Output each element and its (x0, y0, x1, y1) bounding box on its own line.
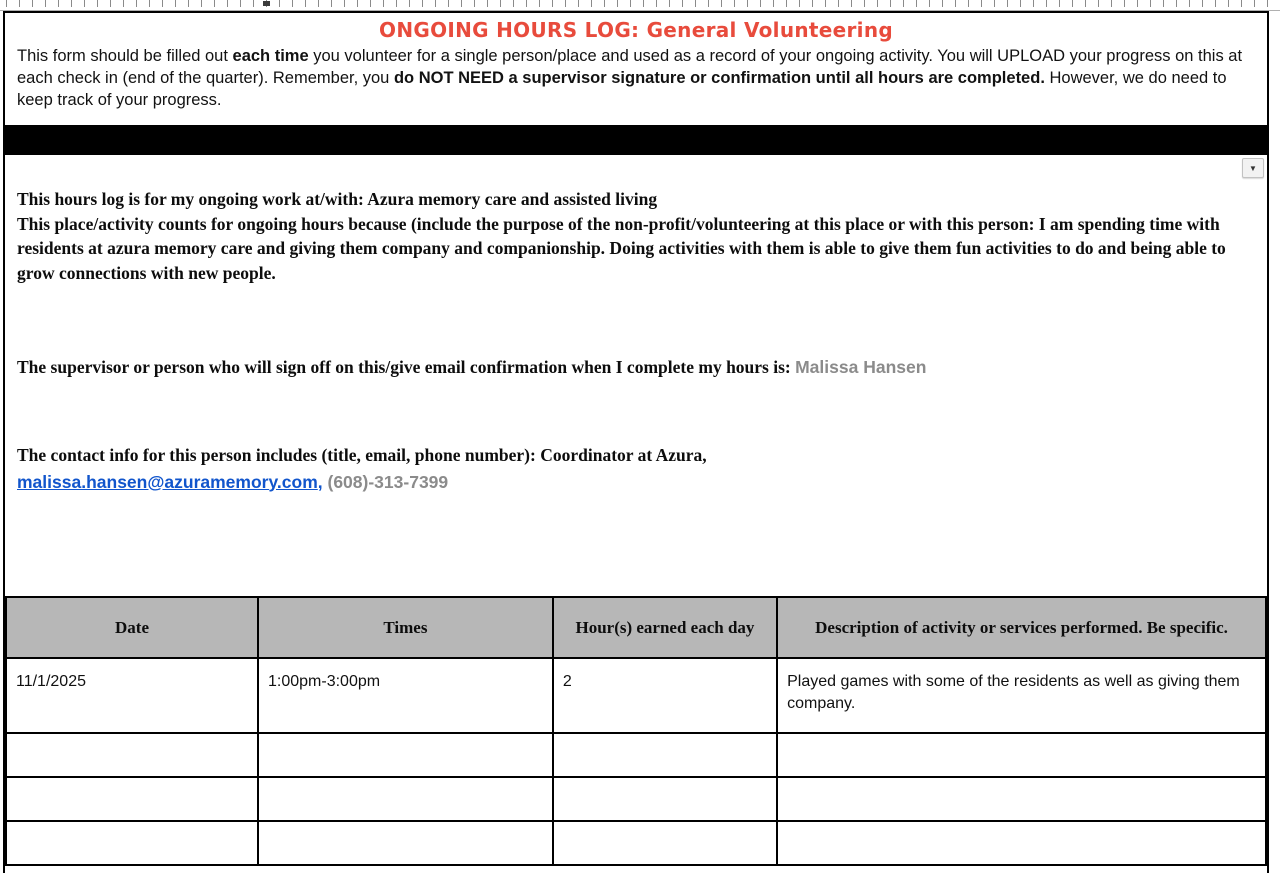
cell-description[interactable] (777, 821, 1266, 865)
cell-description[interactable] (777, 777, 1266, 821)
supervisor-name: Malissa Hansen (795, 357, 927, 377)
table-row (6, 821, 1266, 865)
hours-log-table (5, 596, 1267, 866)
table-row (6, 658, 1266, 733)
header-times: Times (258, 597, 553, 658)
cell-date[interactable]: 11/1/2025 (6, 658, 258, 733)
contact-phone: (608)-313-7399 (327, 471, 449, 492)
cell-date[interactable] (6, 821, 258, 865)
ruler (0, 0, 1280, 11)
cell-hours[interactable] (553, 777, 777, 821)
cell-description[interactable] (777, 733, 1266, 777)
contact-email-link[interactable]: malissa.hansen@azuramemory.com (17, 471, 318, 492)
intro-bold-no-signature: do NOT NEED a supervisor signature or confirmation until all hours are completed. (393, 69, 1045, 87)
cell-times[interactable] (258, 733, 553, 777)
cell-times[interactable] (258, 777, 553, 821)
cell-times[interactable]: 1:00pm-3:00pm (258, 658, 553, 733)
black-divider-bar (5, 125, 1267, 155)
table-row (6, 733, 1266, 777)
header-hours: Hour(s) earned each day (553, 597, 777, 658)
intro-bold-each-time: each time (232, 47, 309, 65)
supervisor-paragraph (17, 355, 1255, 380)
supervisor-label: The supervisor or person who will sign off on this/give email confirmation when I complete my hours is: (17, 357, 796, 377)
cell-times[interactable] (258, 821, 553, 865)
chevron-down-icon: ▼ (1249, 163, 1257, 173)
work-and-purpose-paragraph (17, 187, 1255, 285)
cell-hours[interactable]: 2 (553, 658, 777, 733)
form-title: ONGOING HOURS LOG: General Volunteering (379, 18, 893, 42)
contact-label: The contact info for this person includes (title, email, phone number): Coordinator at Azura, (17, 444, 707, 465)
intro-text: However, we do need to keep track of your progress. (17, 69, 1227, 109)
ruler-indent-marker (263, 1, 270, 6)
cell-hours[interactable] (553, 821, 777, 865)
header-description: Description of activity or services performed. Be specific. (777, 597, 1266, 658)
work-line: This hours log is for my ongoing work at/with: Azura memory care and assisted living (17, 189, 658, 209)
contact-paragraph (17, 442, 1255, 496)
contact-separator: , (317, 471, 328, 492)
table-options-dropdown-button[interactable] (1242, 158, 1264, 178)
document-page (3, 11, 1269, 873)
purpose-line: This place/activity counts for ongoing hours because (include the purpose of the non-profit/volunteering at this place or with this person: I am spending time with residents at azura memory care and giving them company and companionship. Doing activities with them is able to give them fun activities to do and being able to grow connections with new people. (17, 213, 1226, 283)
header-date: Date (6, 597, 258, 658)
cell-date[interactable] (6, 777, 258, 821)
intro-paragraph (17, 45, 1255, 111)
cell-date[interactable] (6, 733, 258, 777)
table-header-row (6, 597, 1266, 658)
intro-text: This form should be filled out (17, 47, 233, 65)
cell-description[interactable]: Played games with some of the residents as well as giving them company. (777, 658, 1266, 733)
cell-hours[interactable] (553, 733, 777, 777)
table-row (6, 777, 1266, 821)
intro-text: you volunteer for a single person/place and used as a record of your ongoing activity. You will UPLOAD your progress on this at each check in (end of the quarter). Remember, you (17, 47, 1243, 87)
